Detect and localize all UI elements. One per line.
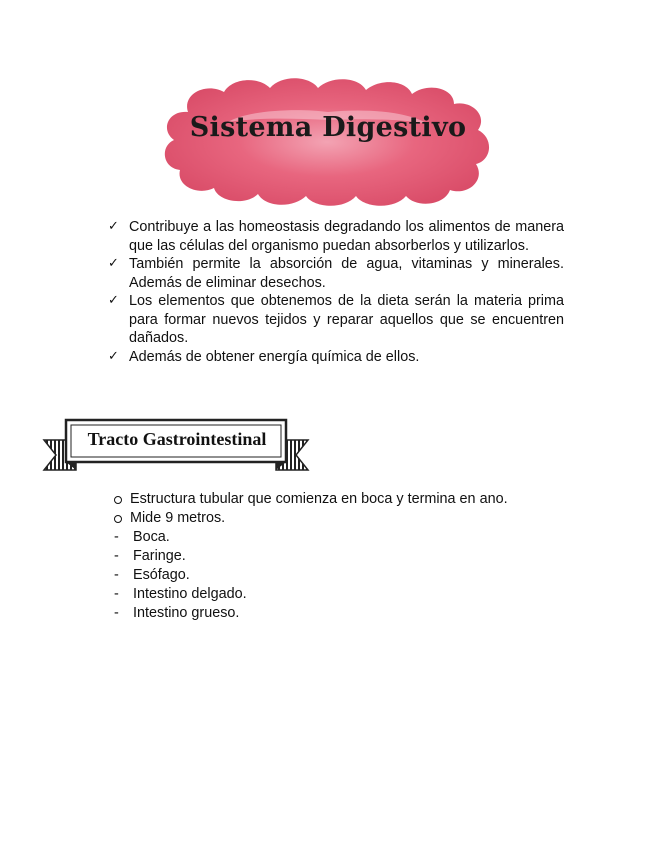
check-icon: ✓	[108, 348, 119, 364]
list-item-text: Contribuye a las homeostasis degradando los alimentos de manera que las células del organismo puedan absorberlos y utilizarlos.	[129, 219, 564, 254]
list-item-text: También permite la absorción de agua, vitaminas y minerales. Además de eliminar desechos.	[129, 256, 564, 291]
circle-bullet-icon	[114, 496, 122, 504]
dash-bullet-icon: -	[114, 548, 119, 564]
section-title: Tracto Gastrointestinal	[87, 429, 267, 449]
list-item-text: Además de obtener energía química de ellos.	[129, 348, 420, 365]
page-title: Sistema Digestivo	[189, 112, 467, 143]
dash-bullet-icon: -	[114, 567, 119, 583]
list-item	[112, 490, 508, 509]
section-banner	[42, 412, 310, 476]
list-item	[112, 547, 247, 566]
title-cloud	[158, 72, 498, 210]
list-item-text: Faringe.	[133, 548, 186, 564]
list-item	[108, 218, 564, 255]
list-item-text: Los elementos que obtenemos de la dieta serán la materia prima para formar nuevos tejidos y reparar aquellos que se encuentren dañados.	[129, 293, 564, 346]
list-item-text: Intestino grueso.	[133, 605, 240, 621]
dash-bullet-icon: -	[114, 586, 119, 602]
list-item	[112, 509, 508, 528]
list-item-text: Esófago.	[133, 567, 190, 583]
list-item	[108, 348, 564, 367]
list-item	[112, 566, 247, 585]
list-item-text: Intestino delgado.	[133, 586, 247, 602]
list-item-text: Mide 9 metros.	[130, 510, 226, 526]
list-item	[108, 255, 564, 292]
list-item	[112, 528, 247, 547]
list-item	[112, 585, 247, 604]
list-item-text: Boca.	[133, 529, 170, 545]
dash-bullet-icon: -	[114, 605, 119, 621]
list-item-text: Estructura tubular que comienza en boca y termina en ano.	[130, 491, 508, 507]
check-icon: ✓	[108, 256, 119, 271]
tract-parts-list	[112, 528, 247, 623]
list-item	[112, 604, 247, 623]
intro-checklist	[108, 218, 564, 366]
check-icon: ✓	[108, 219, 119, 234]
tract-facts-list	[112, 490, 508, 528]
list-item	[108, 292, 564, 348]
circle-bullet-icon	[114, 515, 122, 523]
check-icon: ✓	[108, 293, 119, 308]
dash-bullet-icon: -	[114, 529, 119, 545]
